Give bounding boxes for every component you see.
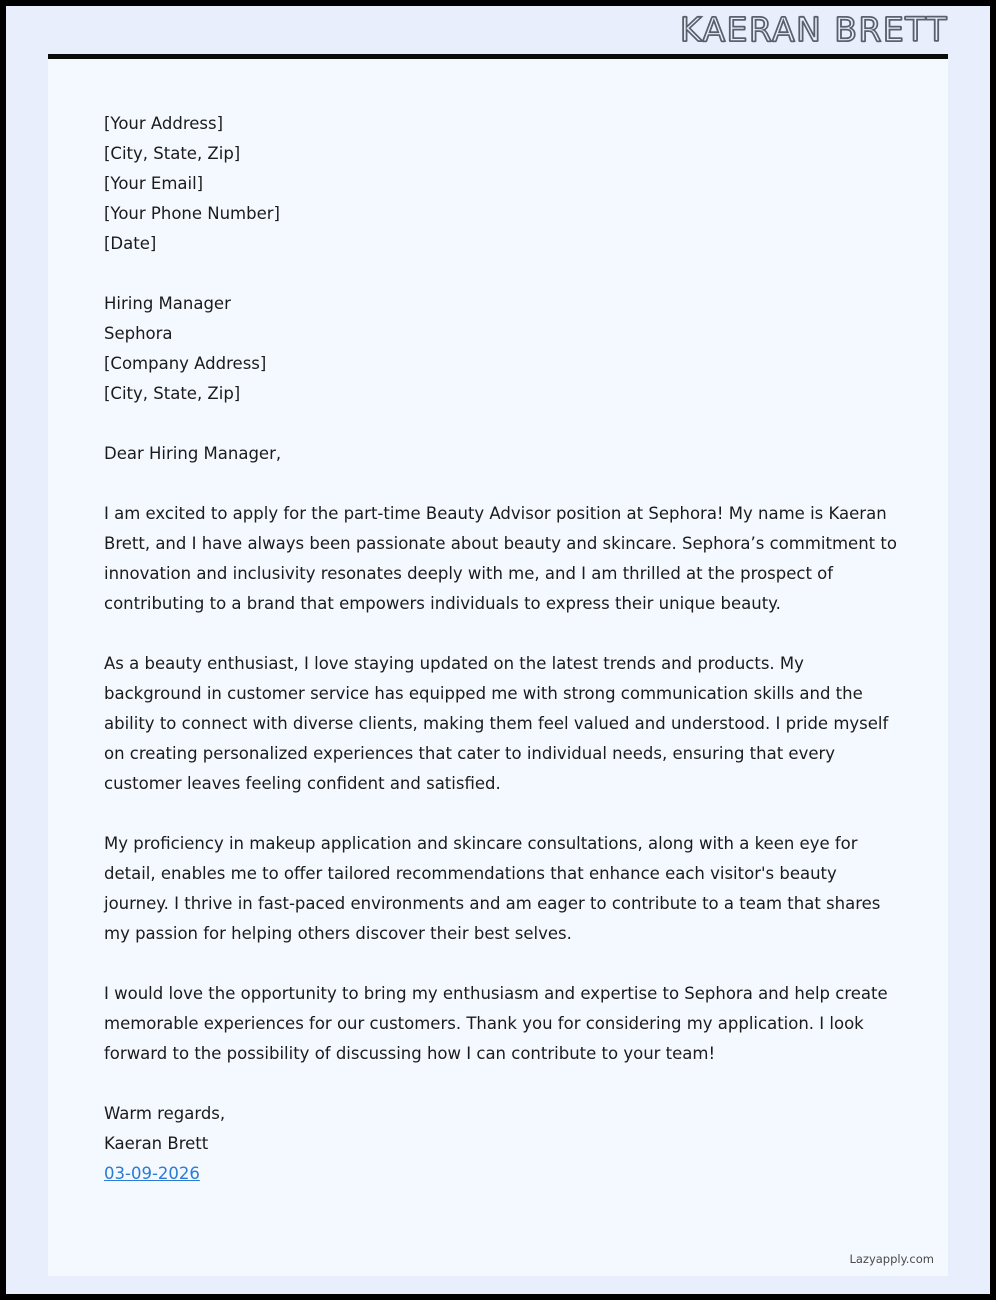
recipient-line: Sephora [104, 324, 173, 343]
recipient-line: Hiring Manager [104, 294, 231, 313]
paragraph-2: As a beauty enthusiast, I love staying updated on the latest trends and products. My background in customer service has equipped me with strong communication skills and the ability to connect with diverse clients, making them feel valued and understood. I pride myself on creating personalized experiences that cater to individual needs, ensuring that every customer leaves feeling confident and satisfied. [104, 654, 889, 793]
recipient-line: [City, State, Zip] [104, 384, 241, 403]
footer-brand: Lazyapply.com [849, 1252, 934, 1266]
letter-sheet [48, 54, 948, 1276]
sender-line: [Your Address] [104, 114, 224, 133]
signature-block [104, 1099, 904, 1189]
recipient-address-block [104, 289, 904, 409]
signature-name: Kaeran Brett [104, 1134, 209, 1153]
sender-line: [City, State, Zip] [104, 144, 241, 163]
date-link[interactable]: 03-09-2026 [104, 1164, 200, 1183]
sender-line: [Your Email] [104, 174, 204, 193]
sender-line: [Date] [104, 234, 157, 253]
paragraph-3: My proficiency in makeup application and skincare consultations, along with a keen eye for detail, enables me to offer tailored recommendations that enhance each visitor's beauty journey. I thrive in fast-paced environments and am eager to contribute to a team that shares my passion for helping others discover their best selves. [104, 834, 881, 943]
salutation: Dear Hiring Manager, [104, 444, 282, 463]
paragraph-4: I would love the opportunity to bring my enthusiasm and expertise to Sephora and help create memorable experiences for our customers. Thank you for considering my application. I look forward to the possibility of discussing how I can contribute to your team! [104, 984, 888, 1063]
document-header [6, 6, 990, 52]
sender-address-block [104, 109, 904, 259]
page-title: KAERAN BRETT [680, 9, 948, 49]
closing-line: Warm regards, [104, 1104, 226, 1123]
recipient-line: [Company Address] [104, 354, 267, 373]
sender-line: [Your Phone Number] [104, 204, 280, 223]
paragraph-1: I am excited to apply for the part-time Beauty Advisor position at Sephora! My name is Kaeran Brett, and I have always been passionate about beauty and skincare. Sephora’s commitment to innovation and inclusivity resonates deeply with me, and I am thrilled at the prospect of contributing to a brand that empowers individuals to express their unique beauty. [104, 504, 897, 613]
cover-letter-body [104, 109, 904, 1189]
